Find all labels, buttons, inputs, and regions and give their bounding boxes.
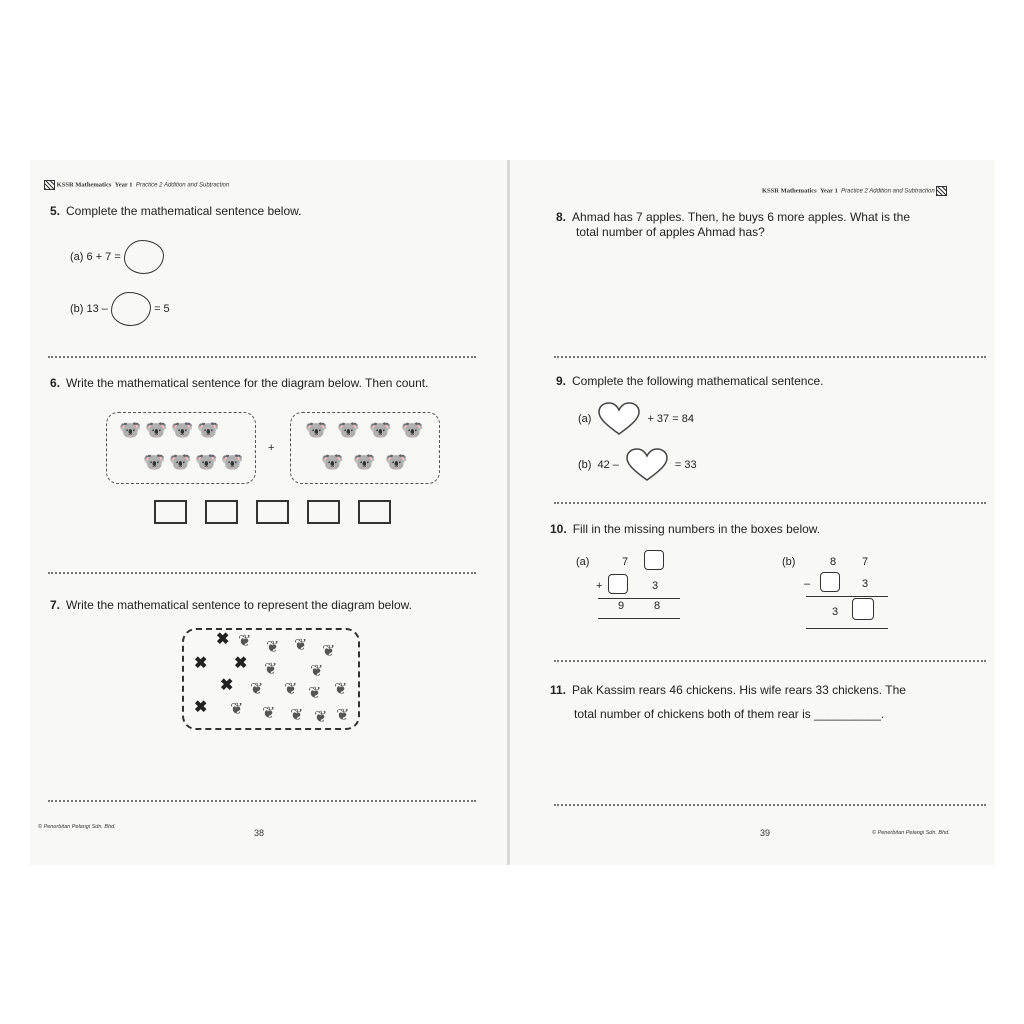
question-11-line2: total number of chickens both of them rear is (574, 707, 811, 721)
answer-line (554, 804, 986, 806)
crossed-leaf-icon: ✖ (220, 677, 234, 694)
answer-line (48, 356, 476, 358)
leaf-icon: ❦ (264, 661, 278, 678)
koala-icon: 🐨 (197, 420, 220, 440)
crossed-leaf-icon: ✖ (216, 631, 230, 648)
question-9-text: Complete the following mathematical sentence. (572, 374, 824, 388)
leaf-icon: ❦ (336, 707, 350, 724)
koala-icon: 🐨 (305, 420, 328, 440)
question-7-text: Write the mathematical sentence to represent the diagram below. (66, 598, 412, 612)
answer-line (48, 800, 476, 802)
digit-answer-box[interactable] (608, 574, 628, 594)
cloud-answer-box[interactable] (111, 292, 151, 326)
leaf-icon: ❦ (284, 681, 298, 698)
heart-answer-box[interactable] (597, 402, 641, 436)
answer-box[interactable] (358, 500, 391, 524)
answer-line (554, 356, 986, 358)
question-9: 9. Complete the following mathematical sentence. (556, 374, 824, 388)
q10b-result-tens: 3 (832, 606, 839, 618)
koala-icon: 🐨 (145, 420, 168, 440)
q10b-label: (b) (782, 556, 796, 568)
koala-icon: 🐨 (353, 452, 376, 472)
q10b-operator: – (804, 578, 811, 590)
answer-line (48, 572, 476, 574)
q5-part-a: (a) 6 + 7 = (70, 240, 164, 274)
question-8-line2: total number of apples Ahmad has? (576, 225, 765, 239)
answer-box[interactable] (205, 500, 238, 524)
plus-sign: + (268, 442, 275, 454)
question-8-line1: Ahmad has 7 apples. Then, he buys 6 more apples. What is the (572, 210, 910, 224)
leaf-icon: ❦ (290, 707, 304, 724)
logo-icon (44, 180, 55, 190)
difference-line (806, 628, 888, 629)
year-label: Year 1 (114, 181, 133, 189)
koala-group-2 (290, 412, 440, 484)
question-5-text: Complete the mathematical sentence below. (66, 204, 302, 218)
answer-box[interactable] (256, 500, 289, 524)
digit-answer-box[interactable] (644, 550, 664, 570)
left-page (30, 160, 508, 865)
q10a-result-tens: 9 (618, 600, 625, 612)
page-header (762, 186, 947, 196)
crossed-leaf-icon: ✖ (234, 655, 248, 672)
digit-answer-box[interactable] (852, 598, 874, 620)
koala-icon: 🐨 (337, 420, 360, 440)
leaf-diagram (182, 628, 360, 730)
q10a-label: (a) (576, 556, 590, 568)
logo-icon (936, 186, 947, 196)
q5-part-b: (b) 13 – = 5 (70, 292, 170, 326)
koala-icon: 🐨 (119, 420, 142, 440)
q10a-result-ones: 8 (654, 600, 661, 612)
year-label: Year 1 (820, 187, 838, 195)
series-title: KSSR Mathematics (762, 187, 817, 195)
page-number: 38 (254, 828, 265, 838)
answer-line (554, 502, 986, 504)
koala-icon: 🐨 (221, 452, 244, 472)
q10a-operator: + (596, 580, 603, 592)
q10b-mid-digit: 3 (862, 578, 869, 590)
q9-part-b: (b) 42 – = 33 (578, 448, 697, 482)
leaf-icon: ❦ (230, 701, 244, 718)
answer-blank[interactable]: __________. (814, 707, 885, 721)
leaf-icon: ❦ (334, 681, 348, 698)
right-page (510, 160, 995, 865)
publisher-credit: © Penerbitan Pelangi Sdn. Bhd. (872, 830, 950, 836)
leaf-icon: ❦ (250, 681, 264, 698)
koala-icon: 🐨 (171, 420, 194, 440)
question-11: 11. Pak Kassim rears 46 chickens. His wife rears 33 chickens. The total number of chickens both of them rear is __________. (550, 683, 906, 721)
difference-line (806, 596, 888, 597)
question-5: 5. Complete the mathematical sentence below. (50, 204, 302, 218)
question-7: 7. Write the mathematical sentence to represent the diagram below. (50, 598, 412, 612)
q10a-mid-digit: 3 (652, 580, 659, 592)
koala-icon: 🐨 (169, 452, 192, 472)
cloud-answer-box[interactable] (124, 240, 164, 274)
question-6-text: Write the mathematical sentence for the diagram below. Then count. (66, 376, 429, 390)
leaf-icon: ❦ (310, 663, 324, 680)
answer-box[interactable] (307, 500, 340, 524)
crossed-leaf-icon: ✖ (194, 699, 208, 716)
question-8: 8. Ahmad has 7 apples. Then, he buys 6 more apples. What is the total number of apples Ahmad has? (556, 210, 910, 239)
q10a-top-digit: 7 (622, 556, 629, 568)
practice-label: Practice 2 Addition and Subtraction (135, 182, 230, 189)
heart-answer-box[interactable] (625, 448, 669, 482)
koala-icon: 🐨 (195, 452, 218, 472)
leaf-icon: ❦ (294, 637, 308, 654)
koala-icon: 🐨 (369, 420, 392, 440)
page-number: 39 (760, 828, 771, 838)
answer-box[interactable] (154, 500, 187, 524)
leaf-icon: ❦ (308, 685, 322, 702)
koala-group-1 (106, 412, 256, 484)
practice-label: Practice 2 Addition and Subtraction (841, 188, 935, 195)
sum-line (598, 618, 680, 619)
leaf-icon: ❦ (322, 643, 336, 660)
question-10-text: Fill in the missing numbers in the boxes below. (572, 522, 821, 536)
koala-icon: 🐨 (143, 452, 166, 472)
koala-icon: 🐨 (401, 420, 424, 440)
sum-line (598, 598, 680, 599)
question-6: 6. Write the mathematical sentence for the diagram below. Then count. (50, 376, 429, 390)
q9-part-a: (a) + 37 = 84 (578, 402, 694, 436)
crossed-leaf-icon: ✖ (194, 655, 208, 672)
question-11-line1: Pak Kassim rears 46 chickens. His wife rears 33 chickens. The (572, 683, 906, 697)
q10b-top-tens: 8 (830, 556, 837, 568)
leaf-icon: ❦ (238, 633, 252, 650)
q10b-top-ones: 7 (862, 556, 869, 568)
publisher-credit: © Penerbitan Pelangi Sdn. Bhd. (38, 824, 116, 830)
leaf-icon: ❦ (262, 705, 276, 722)
question-10: 10. Fill in the missing numbers in the boxes below. (550, 522, 821, 536)
series-title: KSSR Mathematics (56, 181, 112, 189)
koala-icon: 🐨 (321, 452, 344, 472)
koala-icon: 🐨 (385, 452, 408, 472)
answer-line (554, 660, 986, 662)
leaf-icon: ❦ (266, 639, 280, 656)
page-header (44, 180, 229, 190)
leaf-icon: ❦ (314, 709, 328, 726)
digit-answer-box[interactable] (820, 572, 840, 592)
